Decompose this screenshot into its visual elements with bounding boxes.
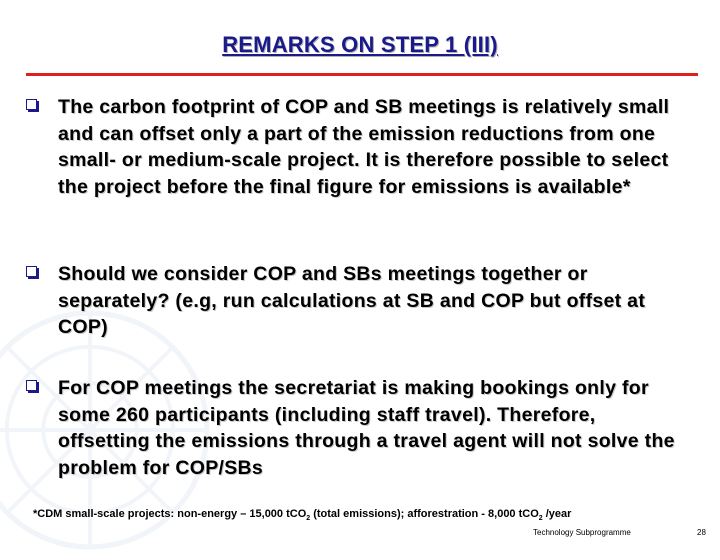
square-bullet-icon (26, 380, 37, 391)
page-number: 28 (697, 528, 706, 537)
bullet-item (26, 261, 686, 341)
bullet-item (26, 375, 686, 481)
bullet-text: The carbon footprint of COP and SB meetings is relatively small and can offset only a part of the emission reductions from one small- or medium-scale project. It is therefore possible to select the project before the final figure for emissions is available* (58, 96, 670, 198)
square-bullet-icon (26, 99, 37, 110)
footnote: *CDM small-scale projects: non-energy – 15,000 tCO$_2$ (total emissions); afforestration - 8,000 tCO$_2$ /year (33, 508, 572, 523)
bullet-text: For COP meetings the secretariat is making bookings only for some 260 participants (including staff travel). Therefore, offsetting the emissions through a travel agent will not solve the problem for COP/SBs (58, 377, 675, 479)
bullet-text: Should we consider COP and SBs meetings together or separately? (e.g, run calculations at SB and COP but offset at COP) (58, 263, 646, 338)
square-bullet-icon (26, 266, 37, 277)
footer-label: Technology Subprogramme (533, 528, 631, 537)
bullet-item (26, 94, 686, 200)
title-divider (26, 73, 698, 76)
slide-title: REMARKS ON STEP 1 (III) (222, 32, 498, 57)
